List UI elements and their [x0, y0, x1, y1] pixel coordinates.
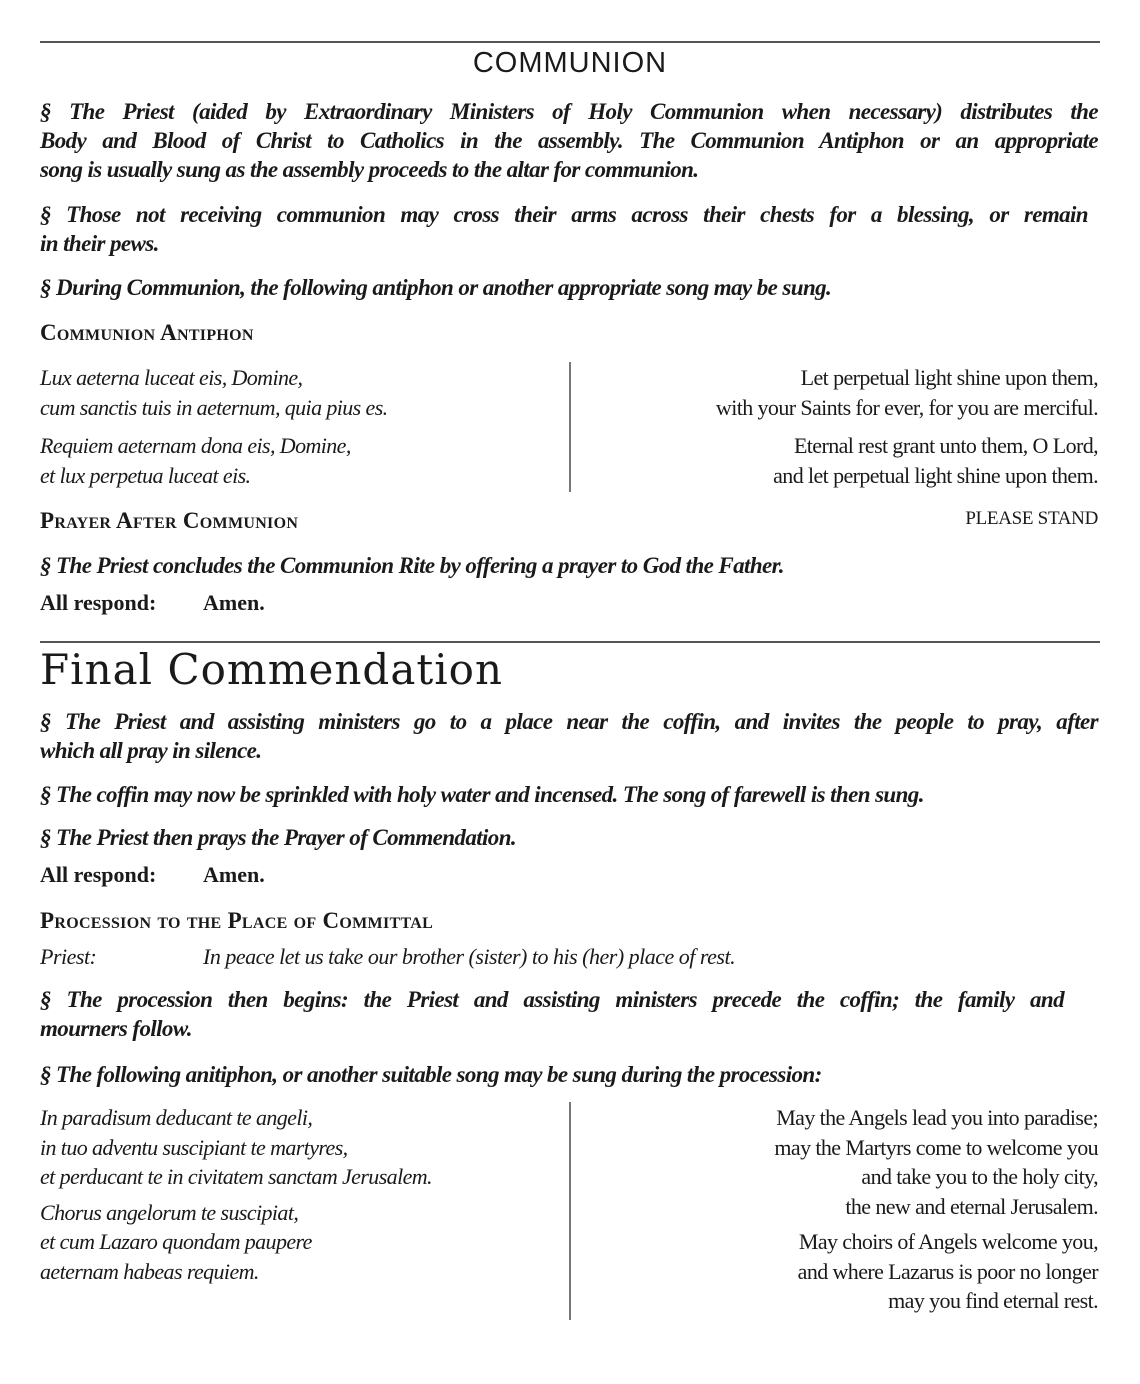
latin-line: et cum Lazaro quondam paupere [40, 1229, 312, 1254]
respond-text: Amen. [203, 862, 265, 887]
latin-line: et perducant te in civitatem sanctam Jerusalem. [40, 1164, 432, 1189]
rubric-line: § The coffin may now be sprinkled with holy water and incensed. The song of farewell is then sung. [40, 782, 924, 807]
respond-label: All respond: [40, 590, 157, 615]
rubric-line: in their pews. [40, 231, 159, 256]
latin-line: cum sanctis tuis in aeternum, quia pius es. [40, 394, 388, 420]
latin-line: Chorus angelorum te suscipiat, [40, 1199, 299, 1225]
latin-line: Lux aeterna luceat eis, Domine, [40, 365, 303, 390]
rubric-line: § The following anitiphon, or another suitable song may be sung during the procession: [40, 1062, 822, 1087]
column-divider [569, 362, 571, 492]
latin-line: In paradisum deducant te angeli, [40, 1105, 313, 1130]
rubric-line: song is usually sung as the assembly proceeds to the altar for communion. [40, 157, 699, 182]
top-rule [40, 41, 1100, 43]
posture-instruction: PLEASE STAND [965, 508, 1098, 529]
english-line: Let perpetual light shine upon them, [800, 365, 1098, 390]
rubric-paragraph [40, 985, 1098, 1043]
rubric-line: mourners follow. [40, 1016, 192, 1041]
rubric-line: § Those not receiving communion may cross their arms across their chests for a blessing, or remain [40, 202, 1088, 227]
rubric-line: § During Communion, the following antiphon or another appropriate song may be sung. [40, 275, 832, 300]
prayer-after-communion-heading: Prayer After Communion [40, 508, 299, 533]
english-line: may the Martyrs come to welcome you [774, 1134, 1098, 1160]
rubric-line: § The Priest and assisting ministers go to a place near the coffin, and invites the people to pray, after [40, 709, 1098, 734]
english-line: May choirs of Angels welcome you, [798, 1229, 1098, 1254]
priest-label: Priest: [40, 944, 97, 969]
column-divider [569, 1102, 571, 1320]
latin-line: in tuo adventu suscipiant te martyres, [40, 1134, 348, 1160]
rubric-paragraph [40, 707, 1098, 765]
antiphon-latin [40, 363, 540, 490]
all-respond [40, 588, 1098, 617]
rubric-line: § The Priest concludes the Communion Rite by offering a prayer to God the Father. [40, 553, 784, 578]
english-line: the new and eternal Jerusalem. [845, 1193, 1098, 1219]
latin-line: Requiem aeternam dona eis, Domine, [40, 433, 351, 458]
priest-line [40, 942, 1098, 971]
in-paradisum-english [598, 1103, 1098, 1316]
latin-line: aeternam habeas requiem. [40, 1258, 259, 1284]
rubric-paragraph [40, 273, 1098, 302]
communion-heading: COMMUNION [472, 47, 668, 79]
respond-label: All respond: [40, 862, 157, 887]
rubric-line: § The procession then begins: the Priest and assisting ministers precede the coffin; the family and [40, 987, 1064, 1012]
procession-heading: Procession to the Place of Committal [40, 908, 434, 933]
english-line: with your Saints for ever, for you are merciful. [715, 394, 1098, 420]
rubric-paragraph [40, 97, 1098, 184]
rubric-line: § The Priest (aided by Extraordinary Ministers of Holy Communion when necessary) distributes the [40, 99, 1098, 124]
priest-text: In peace let us take our brother (sister) to his (her) place of rest. [203, 944, 736, 969]
rubric-paragraph [40, 200, 1098, 258]
all-respond [40, 860, 1098, 889]
final-commendation-title: Final Commendation [40, 645, 503, 694]
english-line: may you find eternal rest. [888, 1288, 1098, 1313]
english-line: and let perpetual light shine upon them. [773, 462, 1098, 488]
english-line: Eternal rest grant unto them, O Lord, [793, 433, 1098, 458]
rubric-line: § The Priest then prays the Prayer of Commendation. [40, 825, 517, 850]
in-paradisum-latin [40, 1103, 540, 1286]
rubric-line: which all pray in silence. [40, 738, 262, 763]
english-line: and take you to the holy city, [861, 1164, 1098, 1189]
communion-antiphon-heading: Communion Antiphon [40, 320, 254, 345]
latin-line: et lux perpetua luceat eis. [40, 462, 251, 488]
antiphon-english [598, 363, 1098, 490]
english-line: May the Angels lead you into paradise; [776, 1105, 1098, 1130]
respond-text: Amen. [203, 590, 265, 615]
english-line: and where Lazarus is poor no longer [797, 1258, 1098, 1284]
section-rule [40, 641, 1100, 643]
rubric-line: Body and Blood of Christ to Catholics in the assembly. The Communion Antiphon or an appropriate [40, 128, 1098, 153]
